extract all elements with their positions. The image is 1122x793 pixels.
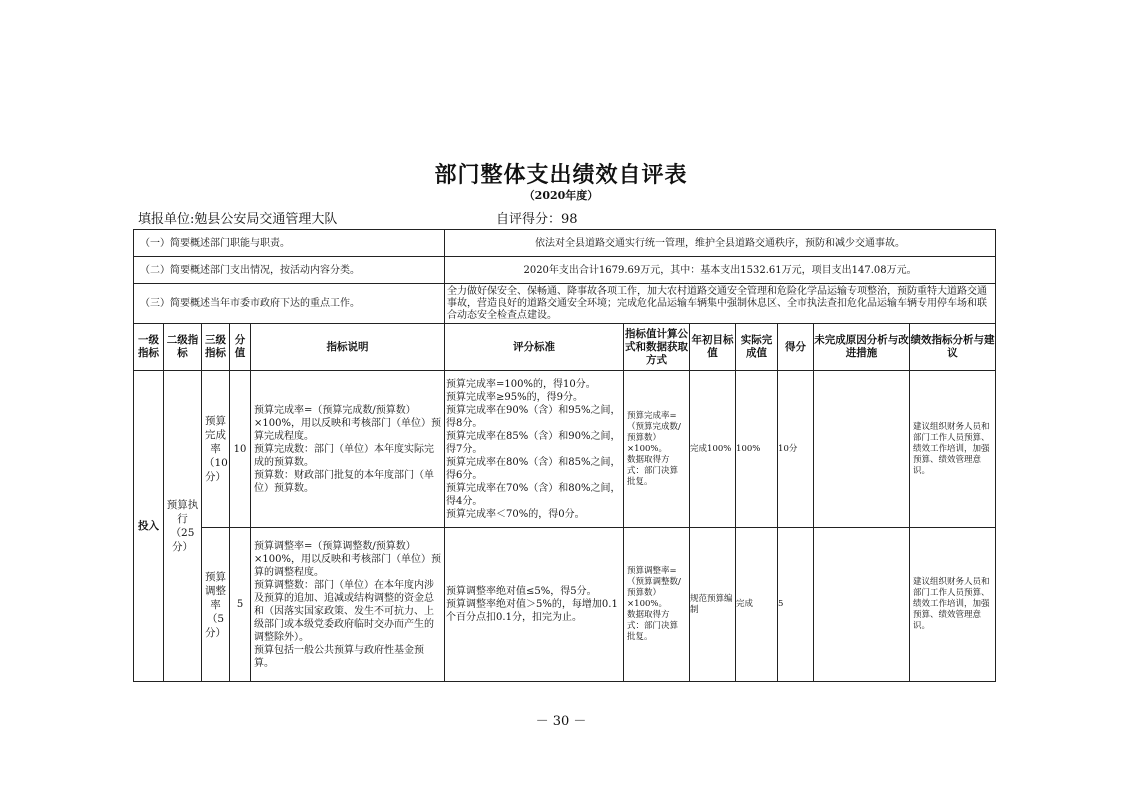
header-desc: 指标说明 — [251, 324, 445, 371]
summary-label: （三）简要概述当年市委市政府下达的重点工作。 — [134, 284, 445, 324]
cell-desc: 预算完成率=（预算完成数/预算数）×100%，用以反映和考核部门（单位）预算完成程度。 预算完成数：部门（单位）本年度实际完成的预算数。 预算数：财政部门批复的本年度部门（单位）预算数。 — [251, 371, 445, 528]
cell-target: 规范预算编制 — [690, 528, 736, 682]
table-row — [134, 528, 996, 682]
summary-value: 2020年支出合计1679.69万元，其中：基本支出1532.61万元，项目支出147.08万元。 — [445, 257, 996, 284]
header-got: 得分 — [778, 324, 814, 371]
cell-level2: 预算执行（25分） — [164, 371, 202, 682]
cell-weight: 10 — [230, 371, 251, 528]
summary-label: （二）简要概述部门支出情况，按活动内容分类。 — [134, 257, 445, 284]
cell-criteria: 预算完成率=100%的，得10分。 预算完成率≥95%的，得9分。 预算完成率在90%（含）和95%之间，得8分。 预算完成率在85%（含）和90%之间，得7分。 预算完成率在80%（含）和85%之间，得6分。 预算完成率在70%（含）和80%之间，得4分。 预算完成率＜70%的，得0分。 — [445, 371, 624, 528]
cell-got: 10分 — [778, 371, 814, 528]
page-number: － 30 － — [535, 714, 587, 729]
cell-criteria: 预算调整率绝对值≤5%，得5分。 预算调整率绝对值＞5%的，每增加0.1个百分点扣0.1分，扣完为止。 — [445, 528, 624, 682]
header-formula: 指标值计算公式和数据获取方式 — [624, 324, 690, 371]
cell-got: 5 — [778, 528, 814, 682]
cell-formula: 预算完成率=（预算完成数/预算数）×100%。 数据取得方式：部门决算批复。 — [624, 371, 690, 528]
summary-value: 全力做好保安全、保畅通、降事故各项工作，加大农村道路交通安全管理和危险化学品运输专项整治，预防重特大道路交通事故，营造良好的道路交通安全环境；完成危化品运输车辆集中强制休息区、全市执法查扣危化品运输车辆专用停车场和联合动态安全检查点建设。 — [445, 284, 996, 324]
header-level2: 二级指标 — [164, 324, 202, 371]
cell-suggest: 建议组织财务人员和部门工作人员预算、绩效工作培训，加强预算、绩效管理意识。 — [910, 371, 996, 528]
page-title: 部门整体支出绩效自评表 — [434, 162, 688, 188]
header-level1: 一级指标 — [134, 324, 164, 371]
cell-level3: 预算调整率（5分） — [202, 528, 230, 682]
summary-row — [134, 284, 996, 324]
cell-target: 完成100% — [690, 371, 736, 528]
cell-reason — [814, 528, 910, 682]
summary-row — [134, 230, 996, 257]
header-weight: 分值 — [230, 324, 251, 371]
header-actual: 实际完成值 — [736, 324, 778, 371]
header-target: 年初目标值 — [690, 324, 736, 371]
cell-weight: 5 — [230, 528, 251, 682]
header-level3: 三级指标 — [202, 324, 230, 371]
table-row — [134, 371, 996, 528]
summary-label: （一）简要概述部门职能与职责。 — [134, 230, 445, 257]
cell-reason — [814, 371, 910, 528]
header-suggest: 绩效指标分析与建议 — [910, 324, 996, 371]
cell-desc: 预算调整率=（预算调整数/预算数）×100%，用以反映和考核部门（单位）预算的调整程度。 预算调整数：部门（单位）在本年度内涉及预算的追加、追减或结构调整的资金总和（因落实国家政策、发生不可抗力、上级部门或本级党委政府临时交办而产生的调整除外）。 预算包括一般公共预算与政府性基金预算。 — [251, 528, 445, 682]
header-row — [134, 324, 996, 371]
cell-suggest: 建议组织财务人员和部门工作人员预算、绩效工作培训，加强预算、绩效管理意识。 — [910, 528, 996, 682]
cell-actual: 100% — [736, 371, 778, 528]
cell-actual: 完成 — [736, 528, 778, 682]
cell-formula: 预算调整率=（预算调整数/预算数）×100%。 数据取得方式：部门决算批复。 — [624, 528, 690, 682]
header-criteria: 评分标准 — [445, 324, 624, 371]
reporting-unit: 填报单位:勉县公安局交通管理大队 — [138, 212, 338, 227]
summary-row — [134, 257, 996, 284]
summary-value: 依法对全县道路交通实行统一管理，维护全县道路交通秩序，预防和减少交通事故。 — [445, 230, 996, 257]
header-reason: 未完成原因分析与改进措施 — [814, 324, 910, 371]
self-score: 自评得分：98 — [496, 212, 578, 227]
evaluation-table — [133, 229, 996, 682]
page-subtitle: （2020年度） — [523, 189, 599, 202]
cell-level1: 投入 — [134, 371, 164, 682]
cell-level3: 预算完成率（10分） — [202, 371, 230, 528]
